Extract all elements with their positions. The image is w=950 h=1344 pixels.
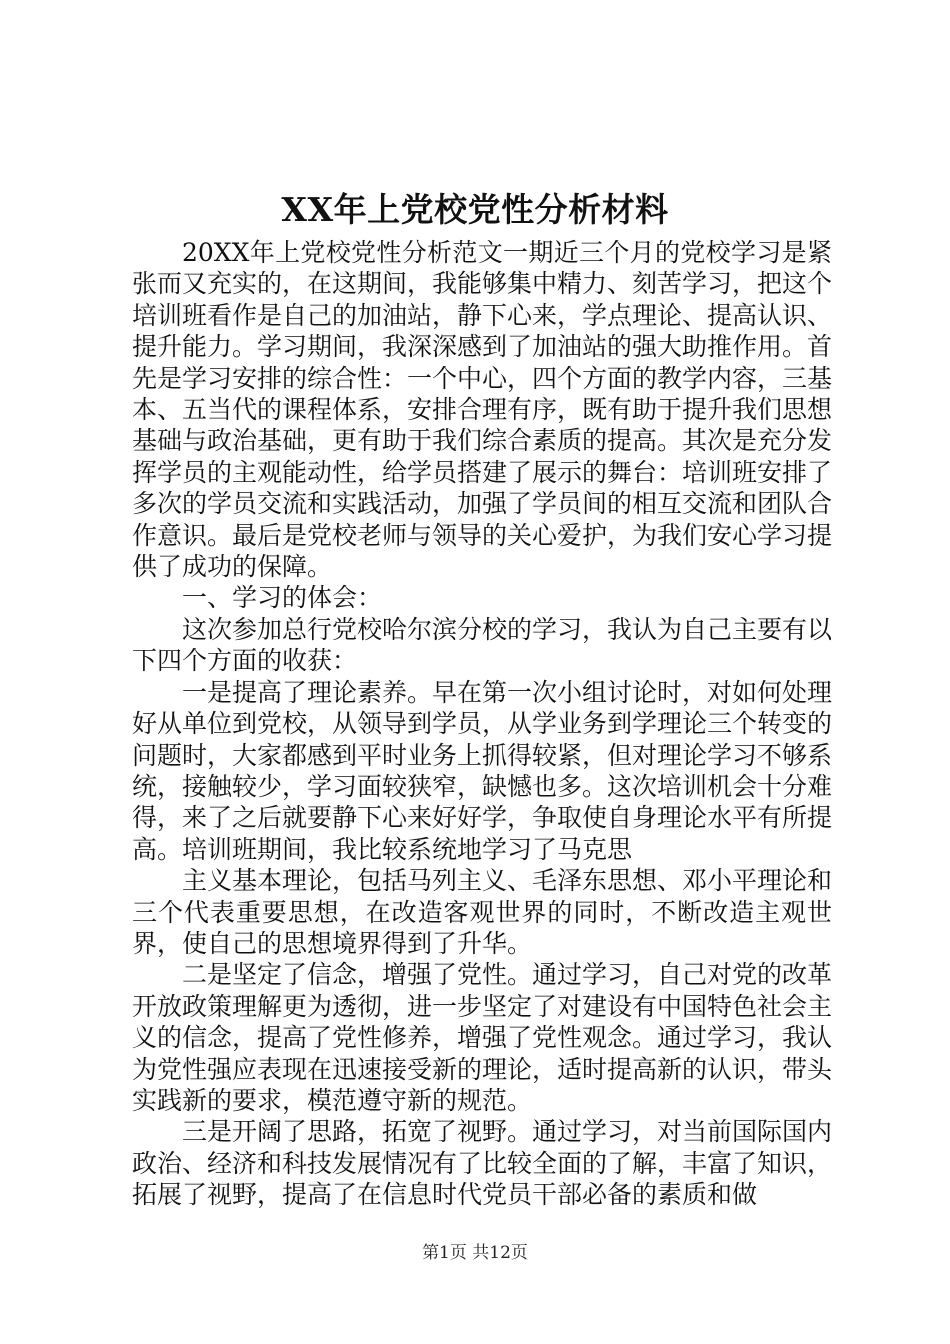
section-heading-learning-experience: 一、学习的体会：: [182, 583, 383, 613]
page-number: 第1页 共12页: [422, 1243, 528, 1263]
paragraph-intro: 20XX年上党校党性分析范文一期近三个月的党校学习是紧张而又充实的，在这期间，我能够集中精力、刻苦学习，把这个培训班看作是自己的加油站，静下心来，学点理论、提高认识、提升能力。学习期间，我深深感到了加油站的强大助推作用。首先是学习安排的综合性：一个中心，四个方面的教学内容，三基本、五当代的课程体系，安排合理有序，既有助于提升我们思想基础与政治基础，更有助于我们综合素质的提高。其次是充分发挥学员的主观能动性，给学员搭建了展示的舞台：培训班安排了多次的学员交流和实践活动，加强了学员间的相互交流和团队合作意识。最后是党校老师与领导的关心爱护，为我们安心学习提供了成功的保障。: [132, 238, 833, 582]
paragraph-theory-continued: 主义基本理论，包括马列主义、毛泽东思想、邓小平理论和三个代表重要思想，在改造客观世界的同时，不断改造主观世界，使自己的思想境界得到了升华。: [132, 866, 833, 958]
document-body: [132, 237, 832, 1211]
paragraph-belief: 二是坚定了信念，增强了党性。通过学习，自己对党的改革开放政策理解更为透彻，进一步坚定了对建设有中国特色社会主义的信念，提高了党性修养，增强了党性观念。通过学习，我认为党性强应表现在迅速接受新的理论，适时提高新的认识，带头实践新的要求，模范遵守新的规范。: [132, 960, 833, 1115]
paragraph-gains-intro: 这次参加总行党校哈尔滨分校的学习，我认为自己主要有以下四个方面的收获：: [132, 614, 833, 676]
document-title: XX年上党校党性分析材料: [281, 190, 669, 229]
paragraph-vision: 三是开阔了思路，拓宽了视野。通过学习，对当前国际国内政治、经济和科技发展情况有了比较全面的了解，丰富了知识，拓展了视野，提高了在信息时代党员干部必备的素质和做: [132, 1117, 833, 1210]
paragraph-theory: 一是提高了理论素养。早在第一次小组讨论时，对如何处理好从单位到党校，从领导到学员，从学业务到学理论三个转变的问题时，大家都感到平时业务上抓得较紧，但对理论学习不够系统，接触较少，学习面较狭窄，缺憾也多。这次培训机会十分难得，来了之后就要静下心来好好学，争取使自身理论水平有所提高。培训班期间，我比较系统地学习了马克思: [132, 677, 833, 864]
